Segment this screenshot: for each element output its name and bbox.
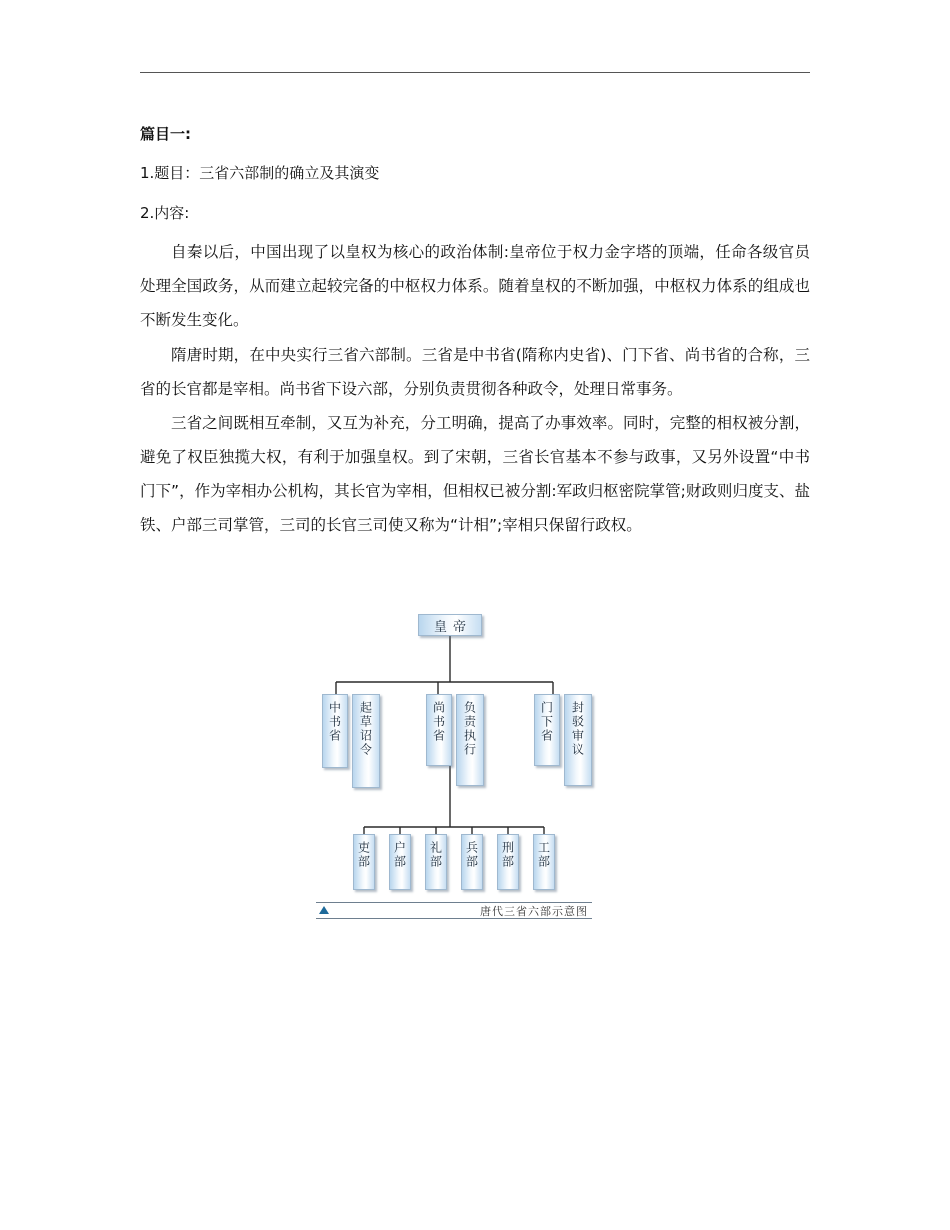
org-diagram — [316, 612, 592, 924]
ministry-label: 礼部 — [428, 841, 443, 869]
ministry-box-revenue — [389, 834, 411, 890]
triangle-marker-icon — [319, 906, 329, 914]
ministry-label: 刑部 — [500, 841, 515, 869]
section-heading: 篇目一: — [140, 125, 191, 143]
shangshu-province-box — [426, 694, 452, 766]
ministry-box-war — [461, 834, 483, 890]
zhongshu-duty-box — [352, 694, 380, 788]
paragraph-1: 自秦以后，中国出现了以皇权为核心的政治体制:皇帝位于权力金字塔的顶端，任命各级官员处理全国政务，从而建立起较完备的中枢权力体系。随着皇权的不断加强，中枢权力体系的组成也不断发生变化。 — [140, 243, 810, 329]
emperor-box — [418, 614, 482, 636]
province-name: 门下省 — [539, 701, 554, 743]
content-line: 2.内容: — [140, 204, 190, 222]
ministry-label: 吏部 — [356, 841, 371, 869]
ministry-box-works — [533, 834, 555, 890]
province-duty: 封驳审议 — [570, 701, 585, 757]
header-rule — [140, 72, 810, 73]
province-name: 尚书省 — [431, 701, 446, 743]
ministry-box-rites — [425, 834, 447, 890]
ministry-box-personnel — [353, 834, 375, 890]
ministry-label: 工部 — [536, 841, 551, 869]
ministry-label: 兵部 — [464, 841, 479, 869]
menxia-province-box — [534, 694, 560, 766]
paragraph-3: 三省之间既相互牵制，又互为补充，分工明确，提高了办事效率。同时，完整的相权被分割，避免了权臣独揽大权，有利于加强皇权。到了宋朝，三省长官基本不参与政事，又另外设置“中书门下”，作为宰相办公机构，其长官为宰相，但相权已被分割:军政归枢密院掌管;财政则归度支、盐铁、户部三司掌管，三司的长官三司使又称为“计相”;宰相只保留行政权。 — [140, 414, 810, 534]
emperor-label: 皇帝 — [433, 619, 472, 635]
province-duty: 负责执行 — [462, 701, 477, 757]
ministry-box-justice — [497, 834, 519, 890]
shangshu-duty-box — [456, 694, 484, 786]
caption-text: 唐代三省六部示意图 — [480, 905, 588, 918]
topic-line: 1.题目：三省六部制的确立及其演变 — [140, 164, 380, 182]
paragraph-2: 隋唐时期，在中央实行三省六部制。三省是中书省(隋称内史省)、门下省、尚书省的合称，三省的长官都是宰相。尚书省下设六部，分别负责贯彻各种政令，处理日常事务。 — [140, 346, 810, 398]
ministry-label: 户部 — [392, 841, 407, 869]
province-duty: 起草诏令 — [358, 701, 373, 757]
caption-bottom-rule — [316, 918, 592, 919]
zhongshu-province-box — [322, 694, 348, 768]
province-name: 中书省 — [327, 701, 342, 743]
menxia-duty-box — [564, 694, 592, 786]
figure-caption — [316, 902, 592, 918]
